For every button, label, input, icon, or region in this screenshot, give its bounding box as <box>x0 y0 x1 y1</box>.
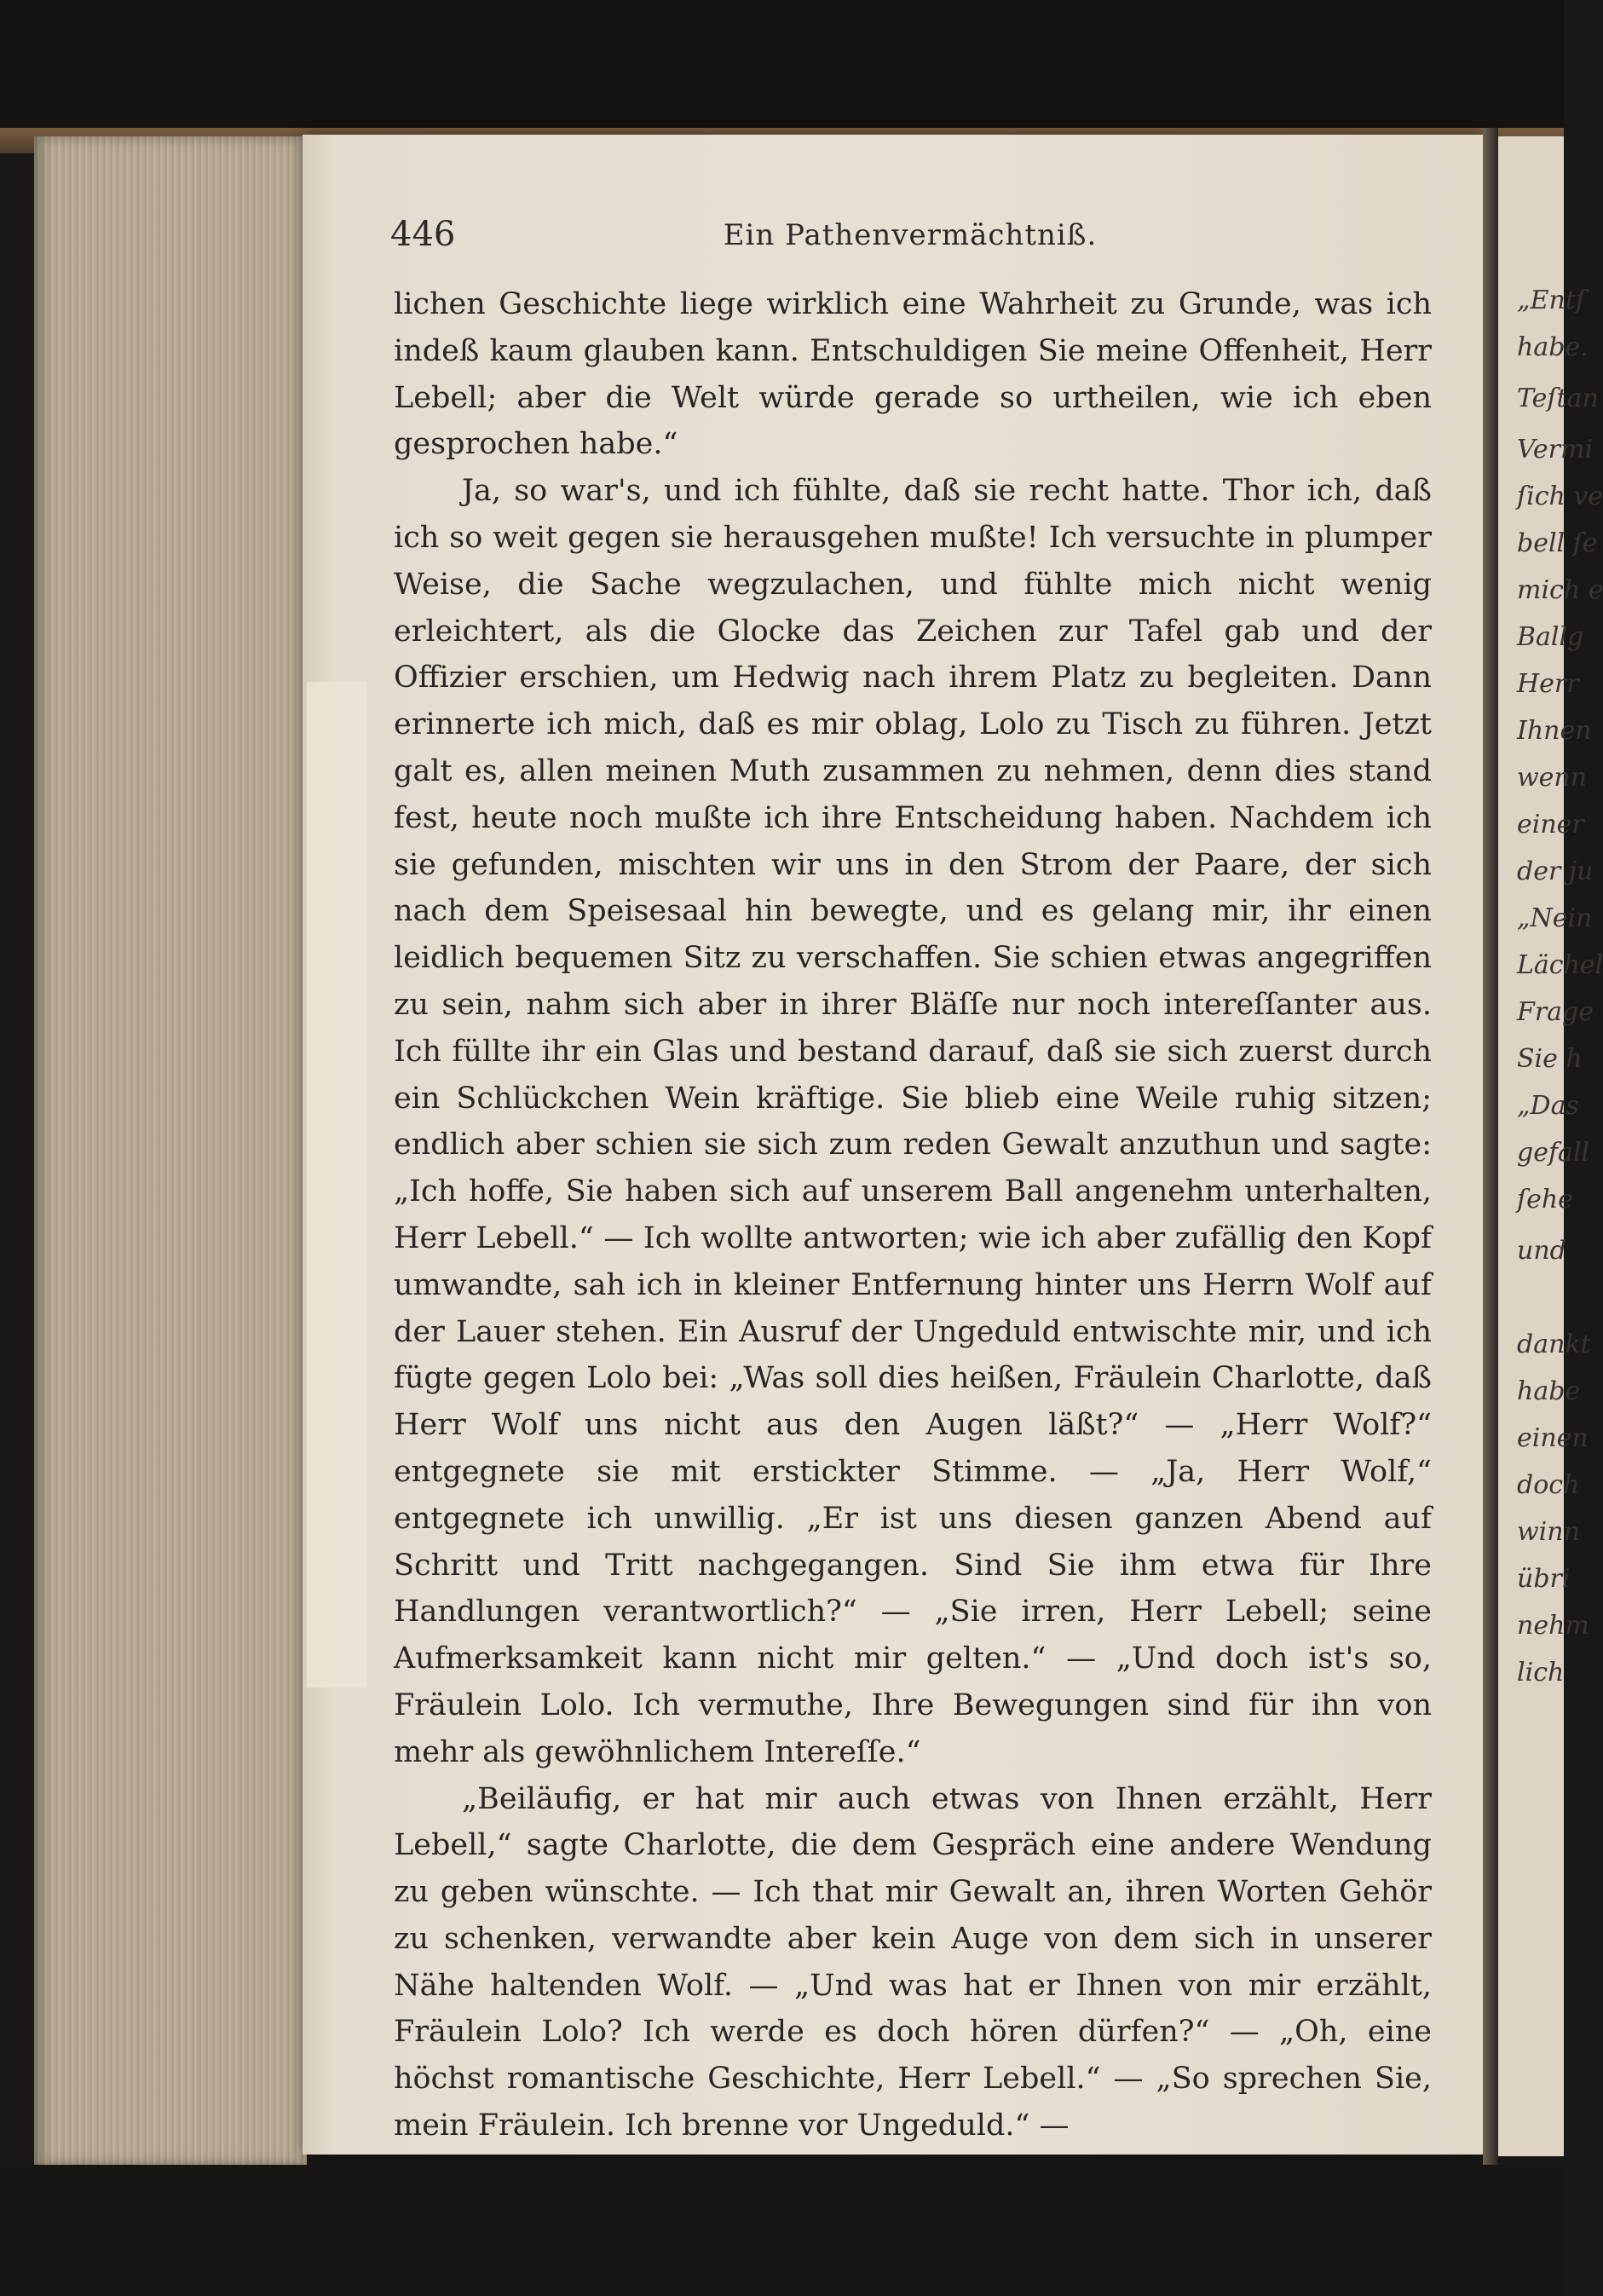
next-page-fragment: ſich ve <box>1517 482 1603 511</box>
scan-backdrop-top <box>0 0 1564 128</box>
next-page-fragment: Ballg <box>1517 622 1584 652</box>
next-page-fragment: ſehe <box>1517 1185 1573 1214</box>
scan-backdrop-bottom <box>0 2165 1564 2296</box>
next-page-fragment: Teſtan <box>1517 384 1599 413</box>
page-number: 446 <box>390 215 456 254</box>
page-header <box>390 215 1430 266</box>
next-page-fragment: übri <box>1517 1564 1571 1594</box>
next-page-fragment: Vermi <box>1517 435 1594 464</box>
next-page-fragment: Herr <box>1517 669 1579 699</box>
paragraph: „Beiläufig, er hat mir auch etwas von Ihnen erzählt, Herr Lebell,“ sagte Charlotte, die dem Gespräch eine andere Wendung zu geben wünschte. — Ich that mir Gewalt an, ihren Worten Gehör zu schenken, verwandte aber kein Auge von dem sich in unserer Nähe haltenden Wolf. — „Und was hat er Ihnen von mir erzählt, Fräulein Lolo? Ich werde es doch hören dürfen?“ — „Oh, eine höchst romantische Geschichte, Herr Lebell.“ — „So sprechen Sie, mein Fräulein. Ich brenne vor Ungeduld.“ — <box>394 1781 1432 2143</box>
next-page-fragment: habe <box>1517 1376 1581 1406</box>
next-page-fragment: Sie h <box>1517 1044 1583 1074</box>
next-page-fragment: einer <box>1517 810 1584 839</box>
next-page-edge <box>1498 136 1603 2156</box>
page-edges-left <box>34 136 307 2165</box>
next-page-fragment: winn <box>1517 1517 1580 1547</box>
bookmark-slip <box>307 682 366 1687</box>
next-page-fragment: einen <box>1517 1423 1589 1453</box>
next-page-fragment: „Das <box>1517 1091 1579 1121</box>
next-page-fragment: lich <box>1517 1658 1565 1687</box>
paragraph: Ja, so war's, und ich fühlte, daß sie recht hatte. Thor ich, daß ich so weit gegen sie herausgehen mußte! Ich versuchte in plumper Weise, die Sache wegzulachen, und fühlte mich nicht wenig erleichtert, als die Glocke das Zeichen zur Tafel gab und der Offizier erschien, um Hedwig nach ihrem Platz zu begleiten. Dann erinnerte ich mich, daß es mir oblag, Lolo zu Tisch zu führen. Jetzt galt es, allen meinen Muth zusammen zu nehmen, denn dies stand fest, heute noch mußte ich ihre Entscheidung haben. Nachdem ich sie gefunden, mischten wir uns in den Strom der Paare, der sich nach dem Speisesaal hin bewegte, und es gelang mir, ihr einen leidlich bequemen Sitz zu verschaffen. Sie schien etwas angegriffen zu sein, nahm sich aber in ihrer Bläſſe nur noch intereſſanter aus. Ich füllte ihr ein Glas und bestand darauf, daß sie sich zuerst durch ein Schlückchen Wein kräftige. Sie blieb eine Weile ruhig sitzen; endlich aber schien sie sich zum reden Gewalt anzuthun und sagte: „Ich hoffe, Sie haben sich auf unserem Ball angenehm unterhalten, Herr Lebell.“ — Ich wollte antworten; wie ich aber zufällig den Kopf umwandte, sah ich in kleiner Entfernung hinter uns Herrn Wolf auf der Lauer stehen. Ein Ausruf der Ungeduld entwischte mir, und ich fügte gegen Lolo bei: „Was soll dies heißen, Fräulein Charlotte, daß Herr Wolf uns nicht aus den Augen läßt?“ — „Herr Wolf?“ entgegnete sie mit erstickter Stimme. — „Ja, Herr Wolf,“ entgegnete ich unwillig. „Er ist uns diesen ganzen Abend auf Schritt und Tritt nachgegangen. Sind Sie ihm etwa für Ihre Handlungen verantwortlich?“ — „Sie irren, Herr Lebell; seine Aufmerksamkeit kann nicht mir gelten.“ — „Und doch ist's so, Fräulein Lolo. Ich vermuthe, Ihre Bewegungen sind für ihn von mehr als gewöhnlichem Intereſſe.“ <box>394 474 1432 1769</box>
next-page-fragment: Ihnen <box>1517 716 1592 746</box>
next-page-fragment: der ju <box>1517 857 1594 886</box>
next-page-fragment: mich e <box>1517 575 1603 605</box>
next-page-fragment: Lächel <box>1517 950 1603 980</box>
next-page-fragment: doch <box>1517 1470 1580 1500</box>
book-gutter <box>1483 128 1498 2165</box>
next-page-fragment: und <box>1517 1236 1566 1266</box>
next-page-fragment: „Nein <box>1517 903 1593 933</box>
body-text <box>394 281 1432 2149</box>
next-page-fragment: bell ſe <box>1517 528 1598 558</box>
next-page-fragment: „Entſ <box>1517 286 1585 315</box>
paragraph-continued: lichen Geschichte liege wirklich eine Wahrheit zu Grunde, was ich indeß kaum glauben kann. Entschuldigen Sie meine Offenheit, Herr Lebell; aber die Welt würde gerade so urtheilen, wie ich eben gesprochen habe.“ <box>394 287 1432 462</box>
next-page-fragment: habe. <box>1517 332 1589 362</box>
running-head: Ein Pathenvermächtniß. <box>723 218 1098 252</box>
next-page-fragment: dankt <box>1517 1330 1591 1359</box>
next-page-fragment: gefall <box>1517 1138 1590 1168</box>
next-page-fragment: wenn <box>1517 763 1588 793</box>
next-page-fragment: nehm <box>1517 1611 1589 1641</box>
next-page-fragment: Frage <box>1517 997 1594 1027</box>
